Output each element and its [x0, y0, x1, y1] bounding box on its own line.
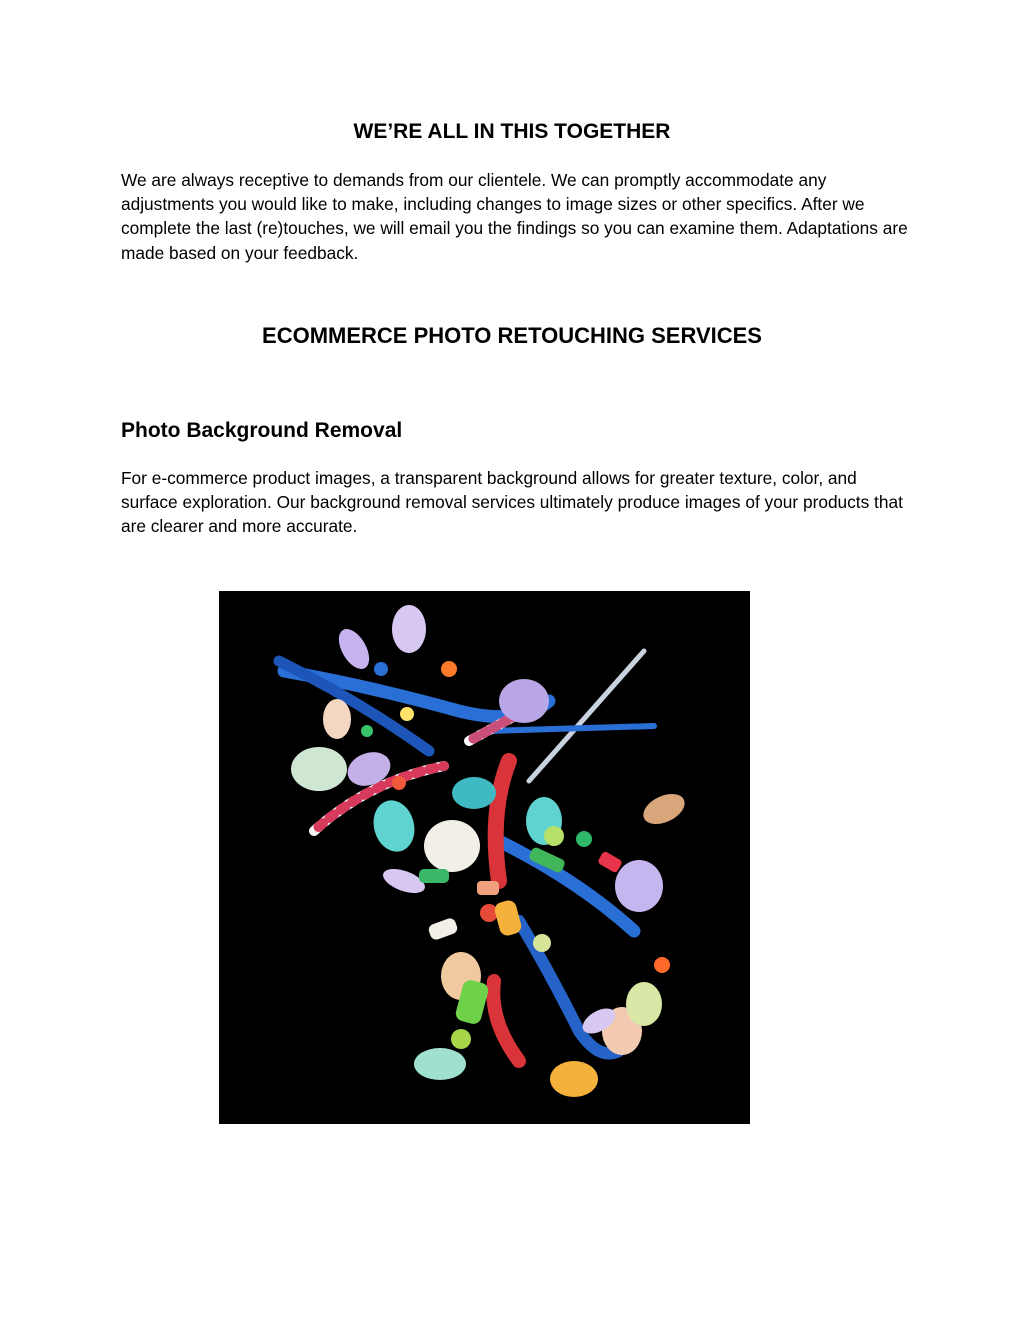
section-heading-together: WE’RE ALL IN THIS TOGETHER	[353, 120, 671, 143]
subheading-background-removal: Photo Background Removal	[121, 419, 403, 442]
candy-illustration	[219, 591, 750, 1124]
background-removal-paragraph: For e-commerce product images, a transparent background allows for greater texture, color, and surface exploration. Our background removal services ultimately produce images of your products that are clearer and more accurate.	[121, 468, 903, 537]
section-heading-services: ECOMMERCE PHOTO RETOUCHING SERVICES	[262, 323, 762, 348]
intro-paragraph: We are always receptive to demands from our clientele. We can promptly accommodate any adjustments you would like to make, including changes to image sizes or other specifics. After we complete the last (re)touches, we will email you the findings so you can examine them. Adaptations are made based on your feedback.	[121, 170, 908, 263]
candy-explosion-photo	[219, 591, 750, 1124]
